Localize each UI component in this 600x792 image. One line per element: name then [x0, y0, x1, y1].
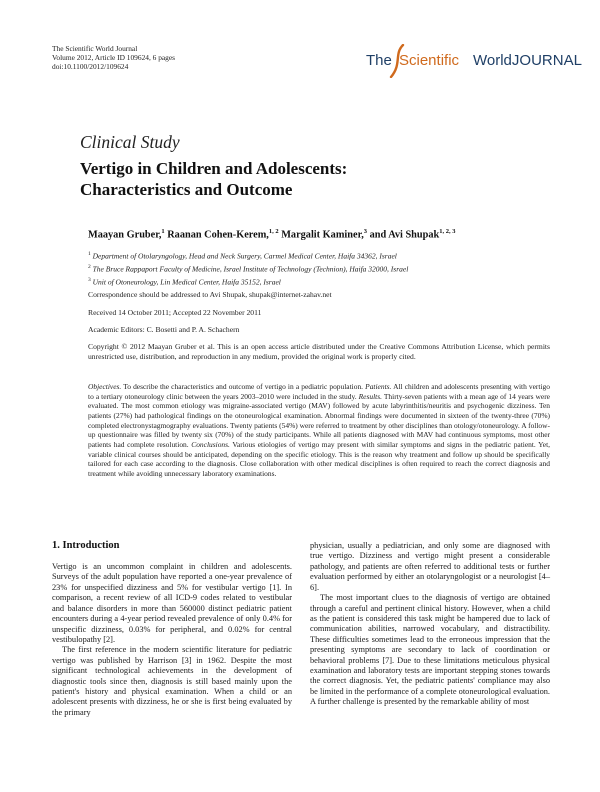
- title-line-2: Characteristics and Outcome: [80, 180, 293, 199]
- journal-volume: Volume 2012, Article ID 109624, 6 pages: [52, 53, 176, 62]
- affiliation-number: 3: [88, 276, 91, 283]
- affiliation-item: [88, 262, 508, 275]
- author-affil-ref: 3: [363, 228, 368, 235]
- abstract-text: Thirty-seven patients with a mean age of 14 years were evaluated. The most common etiology was migraine-associated vertigo (MAV) followed by acute labyrinthitis/neuritis and psychogenic dizziness. Ten patients (27%) had pathological findings on the otoneurological examination. Abnormal findings were documented in sixteen of the twenty-three (70%) completed electronystagmography evaluations. Twenty patients (54%) were referred to treatment by other disciplines than otology/otoneurology. A follow-up questionnaire was filled by twenty six (70%) of the study participants. While all patients diagnosed with MAV had continuous symptoms, most other patients had complete resolution.: [88, 391, 550, 449]
- author-name: and Avi Shupak: [367, 229, 440, 241]
- author-name: Margalit Kaminer,: [278, 229, 364, 241]
- author-name: Maayan Gruber,: [88, 229, 162, 241]
- affiliation-list: [88, 249, 508, 287]
- article-title: [80, 158, 500, 200]
- section-heading: 1. Introduction: [52, 540, 120, 551]
- author-name: Raanan Cohen-Kerem,: [164, 229, 269, 241]
- body-column-left: [52, 562, 292, 718]
- body-paragraph: The most important clues to the diagnosis of vertigo are obtained through a careful and pertinent clinical history. However, when a child as the patient is considered this task might be hampered due to lack of communication abilities, narrowed vocabulary, and distractibility. These difficulties sometimes lead to the erroneous impression that the presenting symptoms are secondary to lack of coordination or behavioral problems [7]. Due to these limitations meticulous physical examination and laboratory tests are important stepping stones towards the correct diagnosis. Yet, the pediatric patients' compliance may also be limited in the performance of a complete otoneurological evaluation. A further challenge is presented by the remarkable ability of most: [310, 593, 550, 707]
- abstract-label-results: Results.: [358, 391, 382, 401]
- logo-world-journal: WorldJOURNAL: [473, 52, 582, 69]
- affiliation-item: [88, 275, 508, 288]
- academic-editors: Academic Editors: C. Bosetti and P. A. Schachern: [88, 325, 240, 334]
- copyright-notice: Copyright © 2012 Maayan Gruber et al. This is an open access article distributed under the Creative Commons Attribution License, which permits unrestricted use, distribution, and reproduction in any medium, provided the original work is properly cited.: [88, 342, 550, 361]
- abstract-label-objectives: Objectives.: [88, 382, 122, 391]
- affiliation-text: Unit of Otoneurology, Lin Medical Center, Haifa 35152, Israel: [90, 277, 281, 287]
- affiliation-text: The Bruce Rappaport Faculty of Medicine, Israel Institute of Technology (Technion), Haifa 32000, Israel: [90, 264, 409, 274]
- abstract-label-conclusions: Conclusions.: [191, 439, 230, 449]
- body-paragraph: The first reference in the modern scientific literature for pediatric vertigo was published by Harrison [3] in 1962. Despite the most significant technological achievements in the development of diagnostic tools since then, diagnosis is still based mainly upon the patient's history and physical examination. When a child or an adolescent presents with dizziness, he or she is first being evaluated by the primary: [52, 645, 292, 717]
- abstract-text: All children and adolescents presenting with vertigo to a tertiary otoneurology clinic between the years 2003–2010 were included in the study.: [88, 382, 550, 401]
- abstract-label-patients: Patients.: [365, 382, 392, 391]
- affiliation-number: 2: [88, 263, 91, 270]
- author-affil-ref: 1, 2, 3: [439, 228, 456, 235]
- title-line-1: Vertigo in Children and Adolescents:: [80, 159, 348, 178]
- abstract-text: To describe the characteristics and outcome of vertigo in a pediatric population.: [121, 382, 366, 391]
- affiliation-item: [88, 249, 508, 262]
- logo-scientific: Scientific: [399, 52, 460, 69]
- correspondence-note: Correspondence should be addressed to Avi Shupak, shupak@internet-zahav.net: [88, 290, 332, 299]
- journal-doi: doi:10.1100/2012/109624: [52, 62, 129, 71]
- received-accepted-dates: Received 14 October 2011; Accepted 22 November 2011: [88, 308, 262, 317]
- author-affil-ref: 1: [161, 228, 165, 235]
- affiliation-text: Department of Otolaryngology, Head and Neck Surgery, Carmel Medical Center, Haifa 34362, Israel: [90, 251, 397, 261]
- article-type: Clinical Study: [80, 132, 180, 152]
- logo-the: The: [366, 52, 392, 69]
- abstract-text: Various etiologies of vertigo may present with similar symptoms and signs in the pediatric patient. Yet, variable clinical courses should be anticipated, depending on the specific etiology. This is the reason why treatment and follow up should be specifically tailored for each case according to the diagnosis. Close collaboration with other medical disciplines is often required to reach the correct diagnosis and treatment while avoiding unnecessary laboratory examinations.: [88, 439, 550, 478]
- body-paragraph: Vertigo is an uncommon complaint in children and adolescents. Surveys of the adult population have reported a one-year prevalence of 23% for unspecified dizziness and 5% for vestibular vertigo [1]. In comparison, a recent review of all ICD-9 codes related to vestibular and balance disorders in more than 560000 distinct pediatric patient encounters during a 4-year period revealed prevalence of only 0.4% for unspecific dizziness, 0.03% for peripheral, and 0.02% for central vestibulopathy [2].: [52, 562, 292, 644]
- body-column-right: [310, 541, 550, 708]
- author-affil-ref: 1, 2: [268, 228, 279, 235]
- author-list: [88, 228, 455, 240]
- body-paragraph: physician, usually a pediatrician, and only some are diagnosed with true vertigo. Dizziness and vertigo might present a considerable pathology, and patients are often referred to additional tests or further evaluation performed by either an otolaryngologist or a neurologist [4–6].: [310, 541, 550, 592]
- abstract: [88, 382, 550, 479]
- journal-meta: [52, 44, 175, 71]
- journal-name: The Scientific World Journal: [52, 44, 138, 53]
- affiliation-number: 1: [88, 251, 91, 257]
- journal-logo: [366, 44, 582, 78]
